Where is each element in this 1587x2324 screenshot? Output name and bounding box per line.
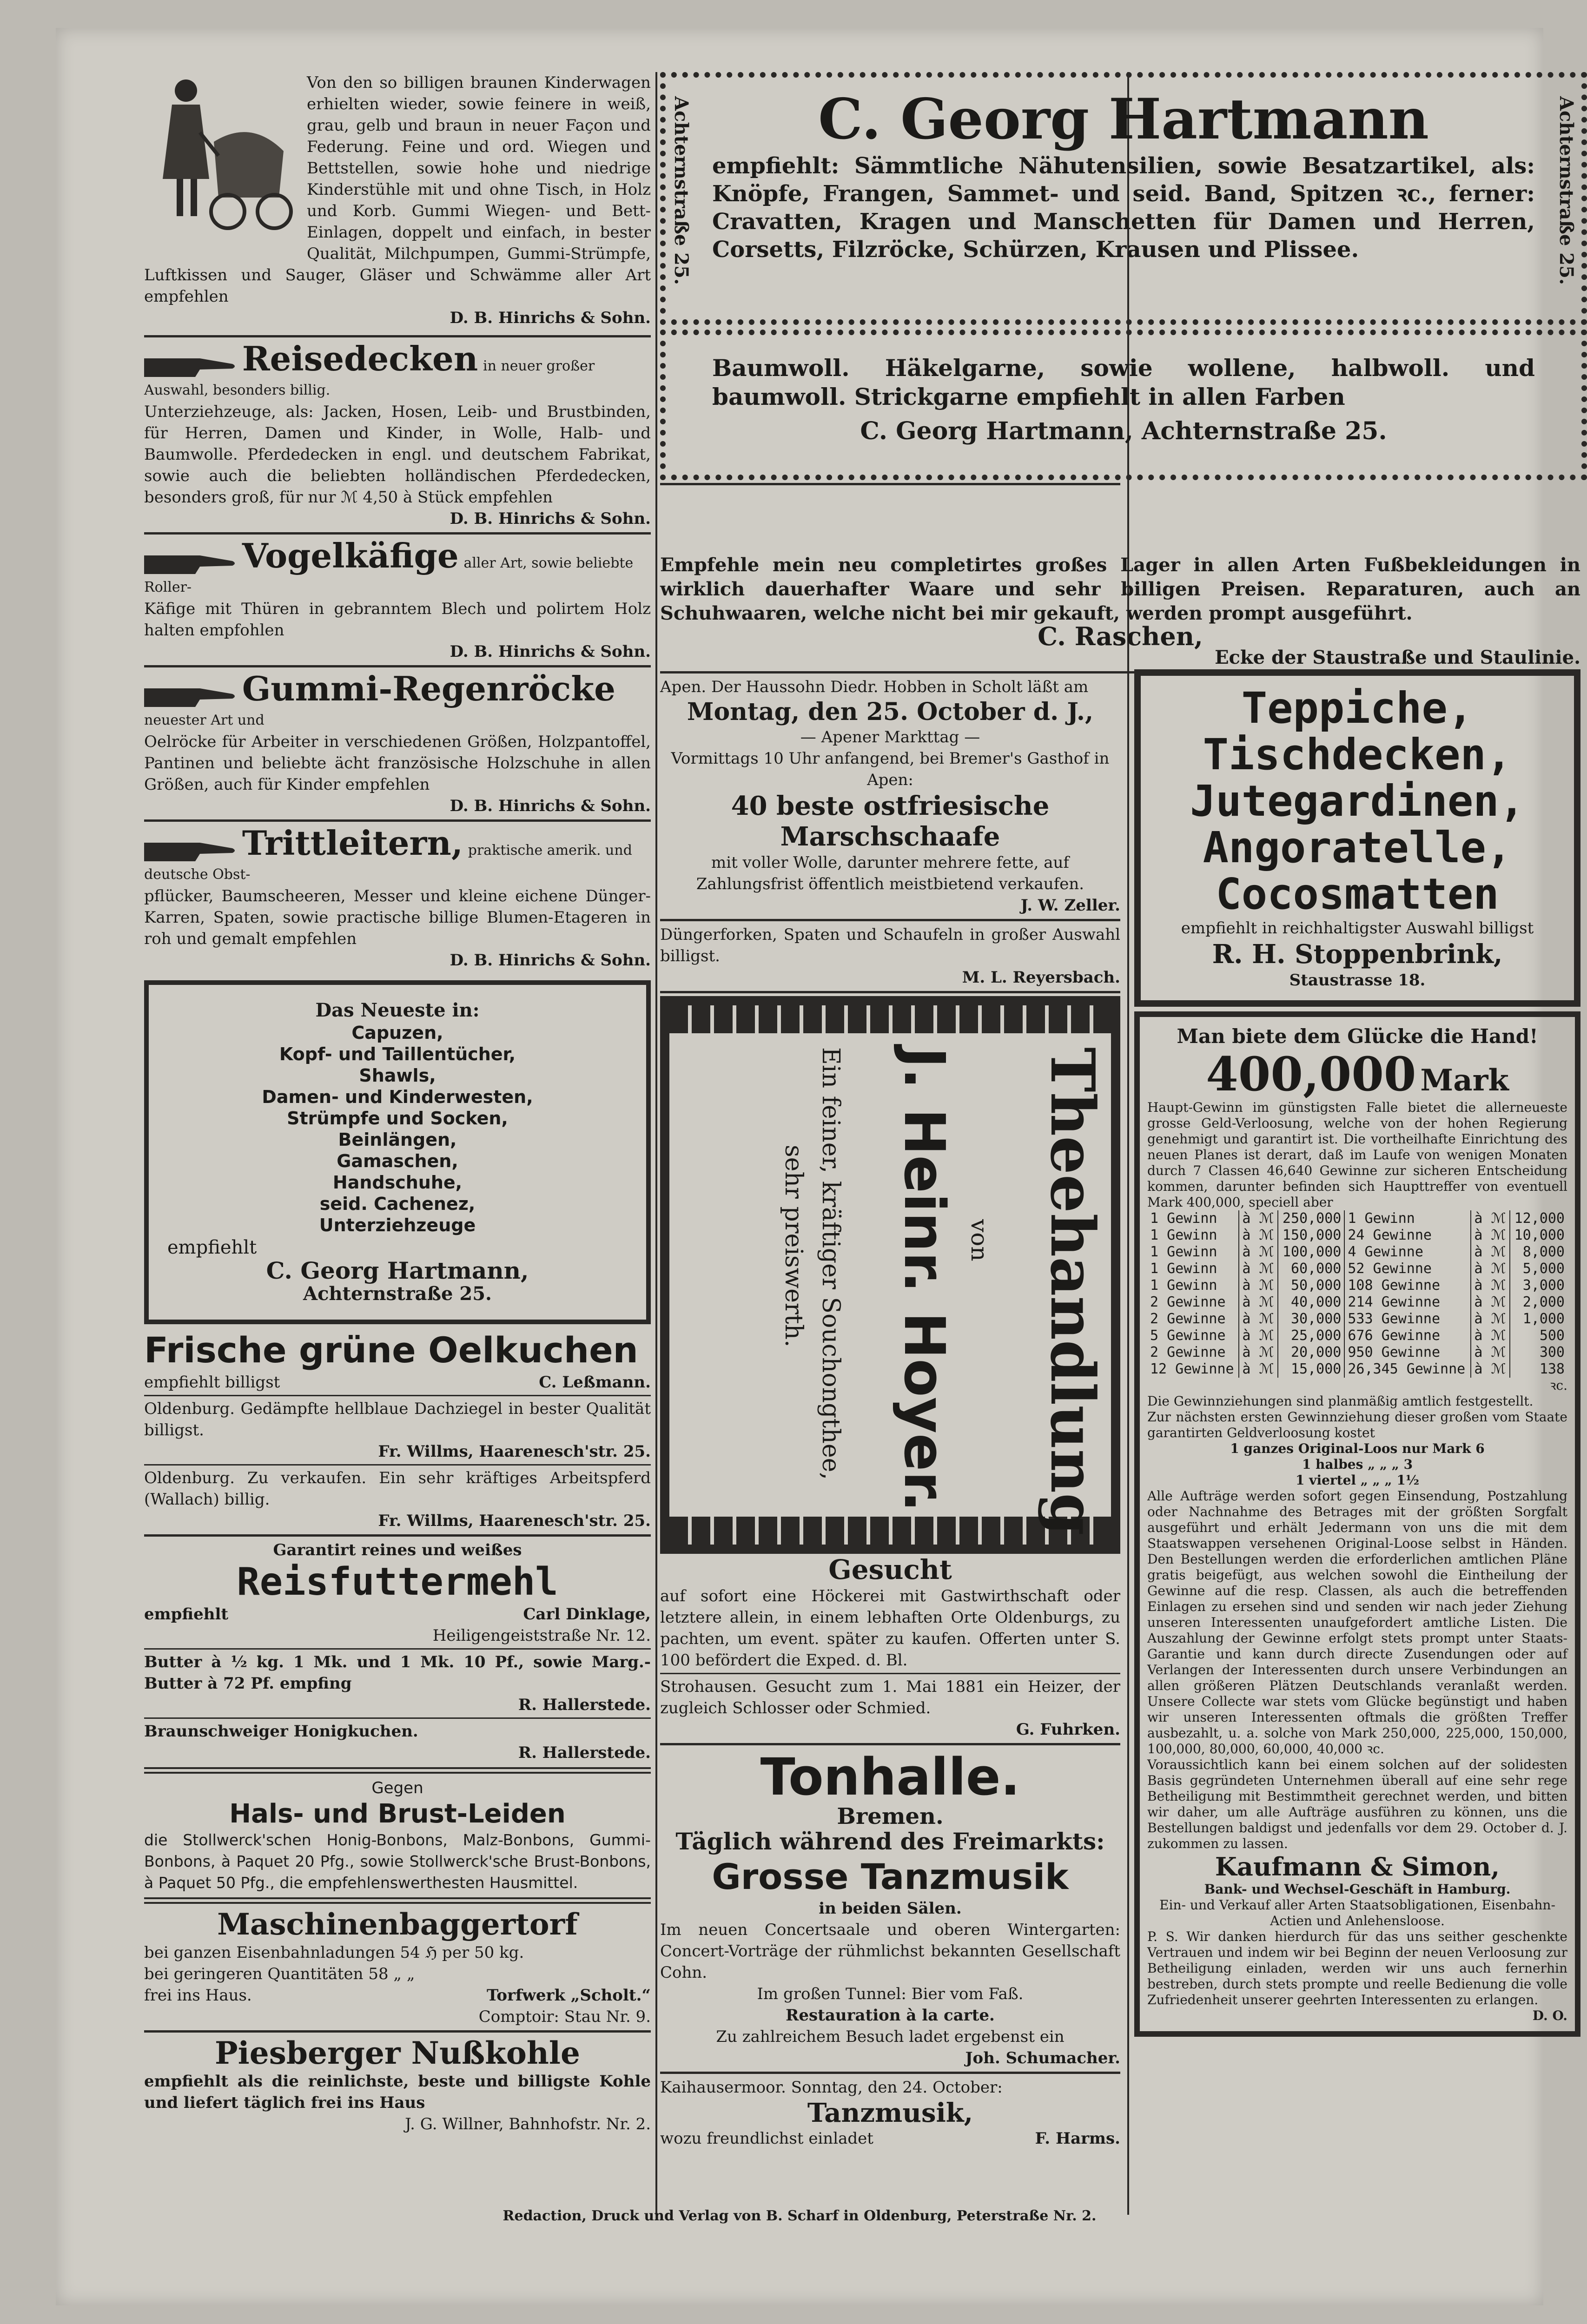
gummi-title: Gummi-Regenröcke <box>242 669 615 708</box>
butter-text: Butter à ½ kg. 1 Mk. und 1 Mk. 10 Pf., sowie Marg.-Butter à 72 Pf. empfing <box>144 1653 651 1693</box>
tonhalle-headline: Grosse Tanzmusik <box>712 1856 1069 1897</box>
gesucht-text: auf sofort eine Höckerei mit Gastwirthschaft oder letztere allein, in einem lebhaften Orte Oldenburgs, zu pachten, um event. später zu kaufen. Offerten unter S. 100 befördert die Exped. d. Bl. <box>660 1587 1120 1670</box>
lotterie-cell: 100,000 <box>1278 1244 1344 1261</box>
stoppenbrink-address: Staustrasse 18. <box>1289 971 1426 990</box>
lotterie-row <box>1147 1294 1567 1311</box>
tonhalle-signature: Joh. Schumacher. <box>965 2049 1120 2067</box>
strohausen-signature: G. Fuhrken. <box>1016 1720 1120 1739</box>
lotterie-cell: 950 Gewinne <box>1344 1344 1471 1361</box>
lotterie-cell: 25,000 <box>1278 1327 1344 1344</box>
hoyer-subtitle-2: sehr preiswerth. <box>780 1145 807 1347</box>
newspaper-page <box>56 28 1580 2305</box>
willms1-signature: Fr. Willms, Haarenesch'str. 25. <box>378 1442 651 1461</box>
gesucht-title: Gesucht <box>828 1554 952 1585</box>
lotterie-cell: 20,000 <box>1278 1344 1344 1361</box>
lotterie-cell: 108 Gewinne <box>1344 1277 1471 1294</box>
lotterie-cell: 533 Gewinne <box>1344 1311 1471 1327</box>
lotterie-cell: 1 Gewinn <box>1147 1261 1239 1277</box>
stoppenbrink-list <box>1150 685 1565 918</box>
lotterie-cell: à ℳ <box>1471 1227 1510 1244</box>
ad-strohausen <box>660 1676 1120 1740</box>
lotterie-cell: à ℳ <box>1239 1227 1278 1244</box>
left-column <box>144 72 651 2135</box>
ad-trittleitern <box>144 825 651 971</box>
tonhalle-location: in beiden Sälen. <box>819 1899 962 1918</box>
torf-office: Comptoir: Stau Nr. 9. <box>478 2007 651 2026</box>
reyersbach-text: Düngerforken, Spaten und Schaufeln in großer Auswahl billigst. <box>660 925 1120 965</box>
lotterie-cell: 15,000 <box>1278 1361 1344 1378</box>
willms1-text: Oldenburg. Gedämpfte hellblaue Dachziegel in bester Qualität billigst. <box>144 1400 651 1439</box>
footer-imprint: Redaction, Druck und Verlag von B. Scharf in Oldenburg, Peterstraße Nr. 2. <box>503 2208 1097 2224</box>
kinderwagen-text: Von den so billigen braunen Kinderwagen erhielten wieder, sowie feinere in weiß, grau, gelb und braun in neuer Façon und Federung. Feine und ord. Wiegen und Bettstellen, sowie hohe und niedrige Kinderstühle mit und ohne Tisch, in Holz und Korb. Gummi Wiegen- und Bett-Einlagen, doppelt und einfach, in bester Qualität, Milchpumpen, Gummi-Strümpfe, Luftkissen und Sauger, Gläser und Schwämme aller Art empfehlen <box>144 73 651 306</box>
hartmann-garne-signature: C. Georg Hartmann, Achternstraße 25. <box>860 417 1387 445</box>
neueste-item: Beinlängen, <box>338 1129 457 1150</box>
stoppenbrink-item: Tischdecken, <box>1203 730 1512 779</box>
lotterie-cell: 2,000 <box>1522 1294 1565 1310</box>
hartmann-vertical-address-left: Achternstraße 25. <box>670 96 692 285</box>
lotterie-mark: Mark <box>1420 1063 1509 1098</box>
lotterie-row <box>1147 1261 1567 1277</box>
gummi-text: Oelröcke für Arbeiter in verschiedenen Größen, Holzpantoffel, Pantinen und beliebte ächt französische Holzschuhe in allen Größen, auch für Kinder empfehlen <box>144 733 651 794</box>
divider <box>660 991 1120 993</box>
hoyer-name: J. Heinr. Hoyer. <box>892 1047 956 1512</box>
lotterie-cell: à ℳ <box>1471 1344 1510 1361</box>
divider <box>144 335 651 337</box>
column-rule <box>655 72 657 2215</box>
lotterie-cell: 12,000 <box>1514 1210 1565 1227</box>
lotterie-cell: 8,000 <box>1522 1244 1565 1260</box>
hoyer-title: Theehandlung <box>1037 1047 1108 1536</box>
lotterie-los-3: 1 viertel „ „ „ 1½ <box>1295 1472 1420 1488</box>
willms2-text: Oldenburg. Zu verkaufen. Ein sehr kräftiges Arbeitspferd (Wallach) billig. <box>144 1469 651 1509</box>
neueste-empfiehlt: empfiehlt <box>167 1237 257 1258</box>
lotterie-cell: 150,000 <box>1278 1227 1344 1244</box>
oelkuchen-signature: C. Leßmann. <box>539 1373 651 1392</box>
reisedecken-text: Unterziehzeuge, als: Jacken, Hosen, Leib- und Brustbinden, für Herren, Damen und Kinder, in Wolle, Halb- und Baumwolle. Pferdedecken in engl. und deutschem Fabrikat, sowie auch die beliebten holländischen Pferdedecken, besonders groß, für nur ℳ 4,50 à Stück empfehlen <box>144 403 651 507</box>
stoppenbrink-firm: R. H. Stoppenbrink, <box>1212 939 1503 970</box>
divider <box>144 2030 651 2033</box>
harms-intro: Kaihausermoor. Sonntag, den 24. October: <box>660 2078 1003 2097</box>
divider <box>144 532 651 535</box>
lotterie-cell: 50,000 <box>1278 1277 1344 1294</box>
trittleitern-text: pflücker, Baumscheeren, Messer und kleine eichene Dünger-Karren, Spaten, sowie practische billige Blumen-Etageren in roh und gemalt empfehlen <box>144 887 651 948</box>
lotterie-row <box>1147 1344 1567 1361</box>
lotterie-cell: 40,000 <box>1278 1294 1344 1311</box>
strohausen-text: Strohausen. Gesucht zum 1. Mai 1881 ein Heizer, der zugleich Schlosser oder Schmied. <box>660 1677 1120 1717</box>
reyersbach-signature: M. L. Reyersbach. <box>962 968 1120 987</box>
lotterie-cell: 500 <box>1539 1327 1565 1344</box>
lotterie-cell: 214 Gewinne <box>1344 1294 1471 1311</box>
hartmann-vertical-address-right: Achternstraße 25. <box>1555 96 1577 285</box>
ad-reyersbach <box>660 924 1120 988</box>
lotterie-body-1: Die Gewinnziehungen sind planmäßig amtlich festgestellt. <box>1147 1393 1534 1409</box>
reis-left: empfiehlt <box>144 1605 229 1624</box>
divider <box>144 1897 651 1904</box>
lotterie-cell: 138 <box>1539 1361 1565 1377</box>
neueste-item: seid. Cachenez, <box>319 1194 476 1214</box>
lotterie-cell: à ℳ <box>1239 1361 1278 1378</box>
lotterie-firm-2: Bank- und Wechsel-Geschäft in Hamburg. <box>1204 1882 1511 1897</box>
vogelkaefige-title: Vogelkäfige <box>242 536 459 575</box>
ad-piesberger <box>144 2035 651 2135</box>
ad-reisedecken <box>144 340 651 529</box>
stoppenbrink-item: Cocosmatten <box>1216 869 1499 919</box>
lotterie-cell: 10,000 <box>1514 1227 1565 1243</box>
lotterie-cell: 2 Gewinne <box>1147 1344 1239 1361</box>
neueste-item: Gamaschen, <box>337 1151 458 1171</box>
oelkuchen-left: empfiehlt billigst <box>144 1373 280 1392</box>
lotterie-cell: à ℳ <box>1471 1277 1510 1294</box>
ad-hartmann-neueste <box>144 980 651 1324</box>
lotterie-cell: à ℳ <box>1239 1277 1278 1294</box>
divider <box>144 1534 651 1537</box>
lotterie-cell: à ℳ <box>1471 1294 1510 1311</box>
divider <box>660 1673 1120 1674</box>
tonhalle-text: Im neuen Concertsaale und oberen Wintergarten: Concert-Vorträge der rühmlichst bekannten Gesellschaft Cohn. <box>660 1921 1120 1982</box>
vogelkaefige-signature: D. B. Hinrichs & Sohn. <box>450 642 651 661</box>
lotterie-body-3: Alle Aufträge werden sofort gegen Einsendung, Postzahlung oder Nachnahme des Betrages mit der größten Sorgfalt ausgeführt und erhält Jedermann von uns die mit dem Staatswappen versehenen Original-Loose selbst in Händen. Den Bestellungen werden die erforderlichen amtlichen Pläne gratis beigefügt, aus welchen sowohl die Eintheilung der Gewinne auf die resp. Classen, als auch die betreffenden Einlagen zu ersehen sind und senden wir nach jeder Ziehung unseren Interessenten unaufgefordert amtliche Listen. Die Auszahlung der Gewinne erfolgt stets prompt unter Staats-Garantie und kann durch directe Zusendungen oder auf Verlangen der Interessenten durch unsere Verbindungen an allen größeren Plätzen Deutschlands veranlaßt werden. Unsere Collecte war stets vom Glücke begünstigt und haben wir unseren Interessenten oftmals die größten Treffer ausbezahlt, u. a. solche von Mark 250,000, 225,000, 150,000, 100,000, 80,000, 60,000, 40,000 ꝛc. <box>1147 1488 1567 1756</box>
lotterie-row <box>1147 1227 1567 1244</box>
vogelkaefige-text: Käfige mit Thüren in gebranntem Blech und polirtem Holz halten empfohlen <box>144 600 651 640</box>
torf-price-2: bei geringeren Quantitäten 58 „ „ <box>144 1965 415 1983</box>
lotterie-cell: à ℳ <box>1239 1244 1278 1261</box>
kinderwagen-signature: D. B. Hinrichs & Sohn. <box>450 309 651 327</box>
reis-lead: Garantirt reines und weißes <box>273 1541 522 1559</box>
piesberger-signature: J. G. Willner, Bahnhofstr. Nr. 2. <box>405 2115 651 2133</box>
lotterie-table <box>1147 1210 1567 1378</box>
tonhalle-city: Bremen. <box>837 1803 944 1829</box>
tonhalle-invite: Zu zahlreichem Besuch ladet ergebenst ein <box>716 2027 1065 2046</box>
neueste-item: Capuzen, <box>351 1023 443 1043</box>
willms2-signature: Fr. Willms, Haarenesch'str. 25. <box>378 1512 651 1530</box>
ad-reisfuttermehl <box>144 1539 651 1646</box>
ad-hobben-auction <box>660 676 1120 916</box>
butter-signature: R. Hallerstede. <box>518 1696 651 1714</box>
tonhalle-tunnel: Im großen Tunnel: Bier vom Faß. <box>757 1985 1024 2003</box>
honig-signature: R. Hallerstede. <box>518 1743 651 1762</box>
torf-price-1: bei ganzen Eisenbahnladungen 54 ℌ per 50 kg. <box>144 1943 524 1962</box>
ad-lotterie <box>1134 1011 1580 2037</box>
trittleitern-lead: praktische amerik. und deutsche Obst- <box>144 842 632 883</box>
lotterie-cell: à ℳ <box>1471 1244 1510 1261</box>
lotterie-cell: à ℳ <box>1471 1311 1510 1327</box>
ad-honigkuchen <box>144 1721 651 1763</box>
divider <box>144 1464 651 1466</box>
reis-title: Reisfuttermehl <box>237 1560 558 1604</box>
lotterie-cell: à ℳ <box>1239 1294 1278 1311</box>
hoyer-von: von <box>966 1219 993 1261</box>
neueste-item: Strümpfe und Socken, <box>287 1108 508 1129</box>
hartmann-title: C. Georg Hartmann <box>818 86 1429 152</box>
lotterie-do: D. O. <box>1532 2008 1567 2023</box>
lotterie-row <box>1147 1210 1567 1227</box>
stoppenbrink-text: empfiehlt in reichhaltigster Auswahl billigst <box>1181 919 1534 938</box>
lotterie-cell: 2 Gewinne <box>1147 1311 1239 1327</box>
lotterie-firm: Kaufmann & Simon, <box>1215 1852 1500 1882</box>
lotterie-cell: à ℳ <box>1239 1344 1278 1361</box>
raschen-address: Ecke der Staustraße und Staulinie. <box>1215 647 1580 668</box>
lotterie-row <box>1147 1311 1567 1327</box>
divider <box>144 819 651 822</box>
lotterie-cell: 60,000 <box>1278 1261 1344 1277</box>
neueste-item: Kopf- und Taillentücher, <box>279 1044 516 1064</box>
hobben-details: mit voller Wolle, darunter mehrere fette, auf Zahlungsfrist öffentlich meistbietend verkaufen. <box>696 853 1084 893</box>
harms-left: wozu freundlichst einladet <box>660 2129 873 2148</box>
lotterie-cell: à ℳ <box>1239 1210 1278 1227</box>
divider <box>144 1648 651 1650</box>
neueste-item: Unterziehzeuge <box>319 1215 476 1235</box>
pointing-hand-icon <box>144 684 237 709</box>
ad-willms-dachziegel <box>144 1398 651 1462</box>
tonhalle-subtitle: Täglich während des Freimarkts: <box>675 1828 1105 1855</box>
lotterie-body-4: Voraussichtlich kann bei einem solchen auf der solidesten Basis gegründeten Unternehmen überall auf eine sehr rege Betheiligung mit Bestimmtheit gerechnet werden, und bitten wir daher, um alle Aufträge ausführen zu können, uns die Bestellungen baldigst und jedenfalls vor dem 29. October d. J. zukommen zu lassen. <box>1147 1757 1567 1851</box>
hals-title: Hals- und Brust-Leiden <box>229 1799 566 1829</box>
divider <box>144 1767 651 1774</box>
lotterie-cell: 1,000 <box>1522 1311 1565 1327</box>
lotterie-cell: à ℳ <box>1471 1327 1510 1344</box>
piesberger-text: empfiehlt als die reinlichste, beste und billigste Kohle und liefert täglich frei ins Haus <box>144 2072 651 2112</box>
child-with-pram-illustration <box>144 72 298 253</box>
lotterie-cell: à ℳ <box>1471 1210 1510 1227</box>
divider <box>660 2072 1120 2074</box>
ad-stoppenbrink <box>1134 669 1580 1007</box>
ad-stollwerck <box>144 1777 651 1894</box>
lotterie-cell: 2 Gewinne <box>1147 1294 1239 1311</box>
divider <box>660 919 1120 921</box>
lotterie-cell: 12 Gewinne <box>1147 1361 1239 1378</box>
neueste-firm: C. Georg Hartmann, <box>266 1257 529 1284</box>
divider <box>660 483 1120 485</box>
lotterie-cell: 1 Gewinn <box>1147 1244 1239 1261</box>
neueste-item: Damen- und Kinderwesten, <box>262 1087 533 1107</box>
lotterie-cell: à ℳ <box>1239 1327 1278 1344</box>
divider <box>144 665 651 667</box>
lotterie-cell: 24 Gewinne <box>1344 1227 1471 1244</box>
lotterie-ps: P. S. Wir danken hierdurch für das uns seither geschenkte Vertrauen und indem wir bei Beginn der neuen Verloosung zur Betheiligung einladen, werden wir uns auch fernerhin bestreben, durch stets prompte und reelle Bedienung die volle Zufriedenheit unserer geehrten Interessenten zu erlangen. <box>1147 1929 1567 2007</box>
oelkuchen-title: Frische grüne Oelkuchen <box>144 1329 638 1371</box>
lotterie-firm-3: Ein- und Verkauf aller Arten Staatsobligationen, Eisenbahn-Actien und Anlehensloose. <box>1159 1897 1555 1928</box>
lotterie-row <box>1147 1327 1567 1344</box>
stoppenbrink-item: Jutegardinen, <box>1190 776 1525 826</box>
ad-hartmann-header <box>660 72 1587 325</box>
hobben-time: Vormittags 10 Uhr anfangend, bei Bremer's Gasthof in Apen: <box>671 749 1110 789</box>
neueste-item: Shawls, <box>359 1065 436 1086</box>
lotterie-cell: 5 Gewinne <box>1147 1327 1239 1344</box>
trittleitern-signature: D. B. Hinrichs & Sohn. <box>450 951 651 970</box>
middle-column <box>660 72 1580 488</box>
lotterie-cell: 300 <box>1539 1344 1565 1360</box>
lotterie-cell: 1 Gewinn <box>1147 1210 1239 1227</box>
lotterie-cell: 3,000 <box>1522 1277 1565 1294</box>
lotterie-cell: 250,000 <box>1278 1210 1344 1227</box>
tonhalle-restauration: Restauration à la carte. <box>786 2006 995 2025</box>
torf-firm: Torfwerk „Scholt.“ <box>486 1986 651 2005</box>
ad-gesucht <box>660 1554 1120 1671</box>
lotterie-row <box>1147 1244 1567 1261</box>
lotterie-etc: ꝛc. <box>1550 1378 1567 1393</box>
lotterie-los-2: 1 halbes „ „ „ 3 <box>1302 1457 1413 1472</box>
reis-address: Heiligengeiststraße Nr. 12. <box>432 1626 651 1645</box>
lotterie-row <box>1147 1361 1567 1378</box>
lotterie-cell: 1 Gewinn <box>1147 1277 1239 1294</box>
gummi-lead: neuester Art und <box>144 712 264 728</box>
lotterie-cell: 5,000 <box>1522 1261 1565 1277</box>
ad-kinderwagen <box>144 72 651 332</box>
ad-oelkuchen <box>144 1329 651 1393</box>
hals-text: die Stollwerck'schen Honig-Bonbons, Malz-Bonbons, Gummi-Bonbons, à Paquet 20 Pfg., sowie Stollwerck'sche Brust-Bonbons, à Paquet 50 Pfg., die empfehlenswerthesten Hausmittel. <box>144 1831 651 1892</box>
hartmann-garne-text: Baumwoll. Häkelgarne, sowie wollene, halbwoll. und baumwoll. Strickgarne empfiehlt in allen Farben <box>712 354 1535 410</box>
stoppenbrink-item: Teppiche, <box>1241 683 1474 733</box>
pointing-hand-icon <box>144 551 237 576</box>
neueste-title: Das Neueste in: <box>315 999 480 1021</box>
lotterie-intro: Haupt-Gewinn im günstigsten Falle bietet die allerneueste grosse Geld-Verloosung, welche von der hohen Regierung genehmigt und garantirt ist. Die vortheilhafte Einrichtung des neuen Planes ist derart, daß im Laufe von wenigen Monaten durch 7 Classen 46,640 Gewinne zur sicheren Entscheidung kommen, darunter befinden sich Haupttreffer von eventuell Mark 400,000, speciell aber <box>1147 1100 1567 1210</box>
ad-hoyer-theehandlung <box>660 996 1120 1554</box>
raschen-name: C. Raschen, <box>1038 621 1203 651</box>
stoppenbrink-item: Angoratelle, <box>1203 823 1512 872</box>
divider <box>144 1395 651 1396</box>
reis-firm: Carl Dinklage, <box>523 1605 651 1624</box>
torf-delivery: frei ins Haus. <box>144 1986 252 2005</box>
ad-tonhalle <box>660 1748 1120 2069</box>
neueste-item: Handschuhe, <box>332 1172 463 1193</box>
ad-harms <box>660 2077 1120 2149</box>
ad-raschen <box>660 553 1580 668</box>
ad-vogelkaefige <box>144 537 651 662</box>
hobben-headline: 40 beste ostfriesische Marschschaafe <box>731 791 1050 852</box>
torf-title: Maschinenbaggertorf <box>217 1907 578 1942</box>
piesberger-title: Piesberger Nußkohle <box>215 2035 580 2071</box>
lotterie-head: Man biete dem Glücke die Hand! <box>1177 1025 1538 1048</box>
raschen-text: Empfehle mein neu completirtes großes Lager in allen Arten Fußbekleidungen in wirklich dauerhafter Waare und sehr billigen Preisen. Reparaturen, auch an Schuhwaaren, welche nicht bei mir gekauft, werden prompt ausgeführt. <box>660 554 1580 624</box>
lotterie-cell: 52 Gewinne <box>1344 1261 1471 1277</box>
reisedecken-title: Reisedecken <box>242 339 478 378</box>
hobben-date: Montag, den 25. October d. J., <box>687 698 1094 726</box>
right-column <box>1134 665 1580 2041</box>
trittleitern-title: Trittleitern, <box>242 823 463 863</box>
lotterie-cell: 30,000 <box>1278 1311 1344 1327</box>
ad-willms-pferd <box>144 1467 651 1532</box>
hals-lead: Gegen <box>371 1779 423 1797</box>
ad-butter <box>144 1651 651 1716</box>
lotterie-cell: à ℳ <box>1239 1311 1278 1327</box>
hoyer-subtitle: Ein feiner, kräftiger Souchongthee, <box>817 1047 845 1480</box>
lotterie-cell: 1 Gewinn <box>1344 1210 1471 1227</box>
divider <box>660 1743 1120 1745</box>
pointing-hand-icon <box>144 838 237 863</box>
lotterie-cell: 1 Gewinn <box>1147 1227 1239 1244</box>
pointing-hand-icon <box>144 354 237 379</box>
reisedecken-signature: D. B. Hinrichs & Sohn. <box>450 509 651 528</box>
gummi-signature: D. B. Hinrichs & Sohn. <box>450 797 651 815</box>
divider <box>144 1717 651 1719</box>
decorative-border <box>669 1005 1111 1033</box>
lotterie-cell: 4 Gewinne <box>1344 1244 1471 1261</box>
ad-torf <box>144 1908 651 2027</box>
lotterie-cell: à ℳ <box>1239 1261 1278 1277</box>
ad-gummi-regenroecke <box>144 670 651 817</box>
honig-title: Braunschweiger Honigkuchen. <box>144 1722 418 1741</box>
neueste-address: Achternstraße 25. <box>303 1283 492 1305</box>
harms-signature: F. Harms. <box>1035 2129 1120 2148</box>
hobben-market: — Apener Markttag — <box>800 728 980 746</box>
lotterie-row <box>1147 1277 1567 1294</box>
ad-hartmann-garne <box>660 330 1587 480</box>
hobben-intro: Apen. Der Haussohn Diedr. Hobben in Scholt läßt am <box>660 678 1089 696</box>
lotterie-cell: à ℳ <box>1471 1361 1510 1378</box>
reisedecken-lead: in neuer großer Auswahl, besonders billig. <box>144 358 595 398</box>
lotterie-cell: 26,345 Gewinne <box>1344 1361 1471 1378</box>
lotterie-cell: 676 Gewinne <box>1344 1327 1471 1344</box>
tonhalle-title: Tonhalle. <box>760 1747 1020 1807</box>
lotterie-big: 400,000 <box>1206 1047 1416 1102</box>
lotterie-los-1: 1 ganzes Original-Loos nur Mark 6 <box>1230 1441 1485 1456</box>
lotterie-body-2: Zur nächsten ersten Gewinnziehung dieser großen vom Staate garantirten Geldverloosung kostet <box>1147 1409 1567 1440</box>
vogelkaefige-lead: aller Art, sowie beliebte Roller- <box>144 555 634 595</box>
lotterie-cell: à ℳ <box>1471 1261 1510 1277</box>
harms-title: Tanzmusik, <box>807 2098 973 2128</box>
hobben-signature: J. W. Zeller. <box>1020 896 1120 915</box>
neueste-list <box>167 1022 628 1236</box>
hartmann-text: empfiehlt: Sämmtliche Nähutensilien, sowie Besatzartikel, als: Knöpfe, Frangen, Sammet- und seid. Band, Spitzen ꝛc., ferner: Cravatten, Kragen und Manschetten für Damen und Herren, Corsetts, Filzröcke, Schürzen, Krausen und Plissee. <box>712 153 1535 263</box>
